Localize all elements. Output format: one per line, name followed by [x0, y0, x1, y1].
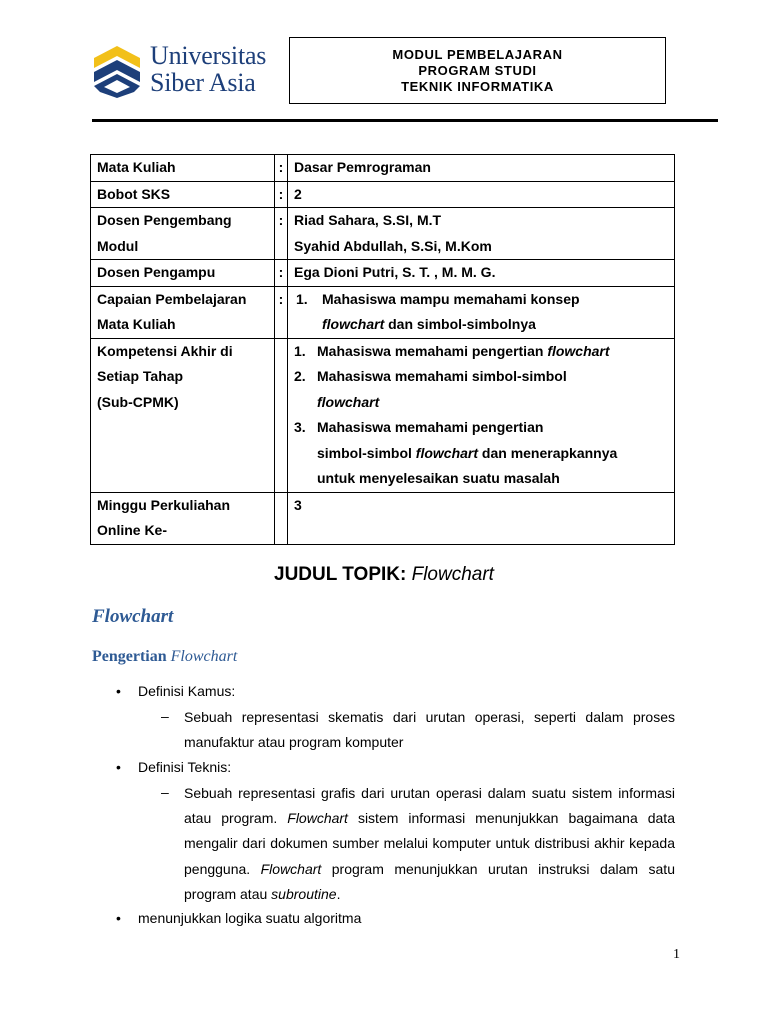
subsection-heading-italic: Flowchart: [170, 648, 238, 665]
logo-line-2: Siber Asia: [150, 68, 256, 97]
kompetensi-list: [294, 339, 668, 492]
dosen-pengembang-label-line-1: Dosen Pengembang: [97, 212, 232, 228]
capaian-text-1: Mahasiswa mampu memahami konsep: [322, 290, 580, 307]
table-row: [91, 181, 675, 208]
bobot-value: 2: [288, 181, 675, 208]
table-row: [91, 286, 675, 338]
kompetensi-value: [288, 338, 675, 492]
minggu-label-line-1: Minggu Perkuliahan: [97, 496, 231, 513]
list-number: 3.: [294, 419, 306, 435]
bullet-icon: •: [116, 683, 121, 699]
dash-icon: –: [161, 784, 169, 800]
empty-cell: [275, 338, 288, 492]
table-row: [91, 492, 675, 544]
university-logo: [92, 42, 292, 102]
shield-logo-icon: [92, 44, 142, 100]
topic-title: [0, 564, 768, 586]
list-number: 1.: [294, 342, 306, 359]
minggu-label-line-2: Online Ke-: [97, 522, 168, 538]
capaian-text-2: dan simbol-simbolnya: [384, 316, 536, 332]
header-box-line-1: MODUL PEMBELAJARAN: [392, 46, 563, 62]
minggu-label: [91, 492, 275, 544]
list-number: 2.: [294, 368, 306, 384]
teknis-definition: [184, 781, 675, 907]
module-header-box: [289, 37, 666, 104]
subsection-heading-prefix: Pengertian: [92, 648, 171, 665]
komp-1-italic: flowchart: [547, 342, 610, 359]
dash-icon: –: [161, 708, 169, 724]
bullet-icon: •: [116, 759, 121, 775]
teknis-text-3: program menunjukkan urutan instruksi dalam satu program atau: [184, 860, 675, 902]
topic-title-italic: Flowchart: [411, 564, 494, 585]
empty-cell: [275, 492, 288, 544]
table-row: [91, 155, 675, 182]
teknis-italic-3: subroutine: [271, 885, 337, 902]
dosen-pengampu-value: Ega Dioni Putri, S. T. , M. M. G.: [288, 260, 675, 287]
dosen-pengembang-label: [91, 208, 275, 260]
teknis-italic-2: Flowchart: [260, 860, 322, 877]
subsection-heading: [92, 648, 237, 666]
dosen-pengembang-value-line-1: Riad Sahara, S.SI, M.T: [294, 212, 442, 228]
table-row: [91, 260, 675, 287]
list-item: [294, 287, 668, 338]
minggu-value: 3: [288, 492, 675, 544]
header-box-line-3: TEKNIK INFORMATIKA: [401, 78, 554, 94]
section-heading: Flowchart: [92, 606, 174, 627]
teknis-text-4: .: [336, 885, 341, 902]
dosen-pengembang-value: [288, 208, 675, 260]
logo-line-1: Universitas: [150, 41, 267, 70]
topic-title-prefix: JUDUL TOPIK:: [274, 564, 412, 585]
capaian-label: [91, 286, 275, 338]
komp-3-text-1: Mahasiswa memahami pengertian: [317, 419, 544, 435]
dosen-pengembang-value-line-2: Syahid Abdullah, S.Si, M.Kom: [294, 237, 492, 254]
mata-kuliah-value: Dasar Pemrograman: [288, 155, 675, 182]
komp-3-text-2a: simbol-simbol: [317, 444, 416, 461]
list-item: [294, 415, 668, 492]
colon: :: [275, 181, 288, 208]
kompetensi-label-line-1: Kompetensi Akhir di: [97, 342, 233, 359]
list-item-logika: menunjukkan logika suatu algoritma: [138, 910, 362, 926]
colon: :: [275, 286, 288, 338]
capaian-label-line-2: Mata Kuliah: [97, 316, 176, 332]
colon: :: [275, 208, 288, 260]
teknis-text-1: Sebuah representasi grafis dari urutan operasi dalam suatu sistem informasi atau program.: [184, 785, 675, 827]
list-item-kamus: Definisi Kamus:: [138, 683, 236, 699]
list-item: [294, 364, 668, 415]
kompetensi-label-line-3: (Sub-CPMK): [97, 393, 179, 410]
list-item: [294, 339, 668, 365]
komp-3-text-2b: dan menerapkannya: [478, 444, 618, 461]
komp-2-italic: flowchart: [317, 393, 380, 410]
bobot-label: Bobot SKS: [91, 181, 275, 208]
komp-3-italic: flowchart: [415, 444, 479, 461]
capaian-value: [288, 286, 675, 338]
list-item-teknis: Definisi Teknis:: [138, 759, 232, 775]
bullet-icon: •: [116, 910, 121, 926]
table-row: [91, 338, 675, 492]
header-divider: [92, 119, 718, 122]
mata-kuliah-label: Mata Kuliah: [91, 155, 275, 182]
capaian-label-line-1: Capaian Pembelajaran: [97, 290, 247, 307]
header-box-line-2: PROGRAM STUDI: [418, 62, 537, 78]
kompetensi-label-line-2: Setiap Tahap: [97, 368, 184, 384]
colon: :: [275, 260, 288, 287]
kompetensi-label: [91, 338, 275, 492]
teknis-italic-1: Flowchart: [287, 810, 348, 827]
page-number: 1: [673, 947, 680, 962]
course-info-table: [90, 154, 675, 545]
kamus-definition: Sebuah representasi skematis dari urutan operasi, seperti dalam proses manufaktur atau program komputer: [184, 709, 675, 751]
komp-3-text-3: untuk menyelesaikan suatu masalah: [317, 470, 560, 486]
colon: :: [275, 155, 288, 182]
table-row: [91, 208, 675, 260]
komp-1-text: Mahasiswa memahami pengertian: [317, 342, 548, 359]
list-number: 1.: [296, 290, 308, 307]
dosen-pengembang-label-line-2: Modul: [97, 237, 139, 254]
logo-wordmark: [150, 42, 266, 96]
capaian-list: [294, 287, 668, 338]
capaian-text-italic: flowchart: [322, 316, 385, 332]
komp-2-text: Mahasiswa memahami simbol-simbol: [317, 368, 567, 384]
teknis-text-2: sistem informasi menunjukkan bagaimana data mengalir dari dokumen sumber melalui komputer untuk distribusi akhir kepada pengguna.: [184, 810, 675, 877]
dosen-pengampu-label: Dosen Pengampu: [91, 260, 275, 287]
